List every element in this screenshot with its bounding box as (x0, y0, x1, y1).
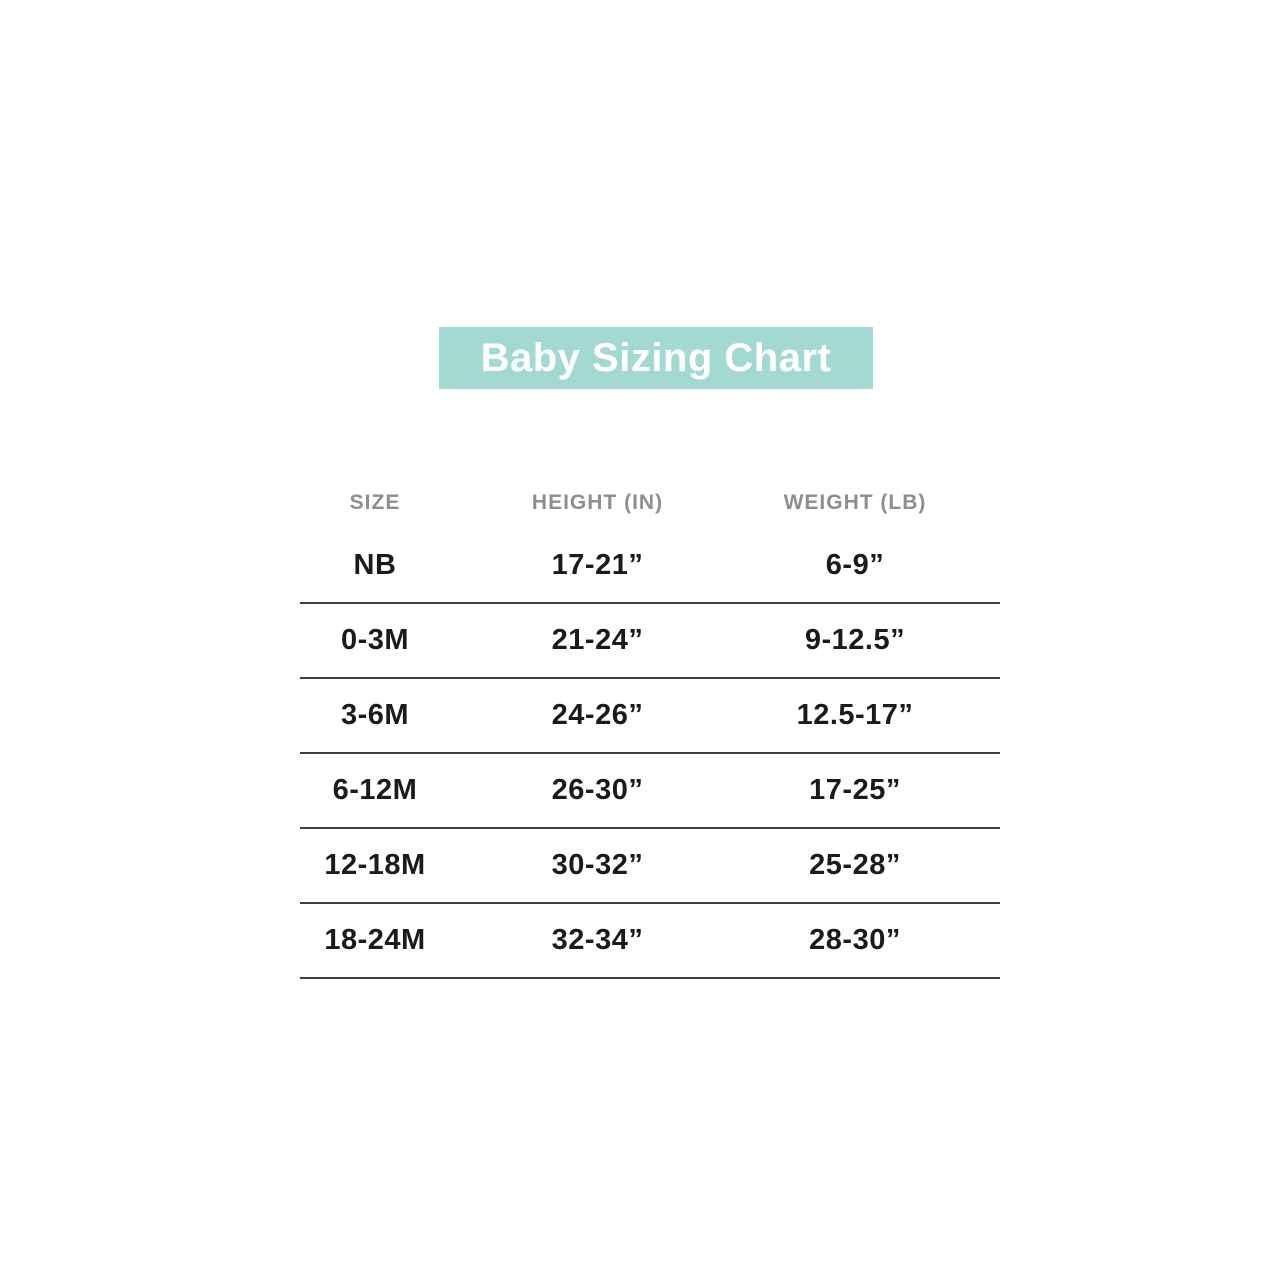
cell-size: NB (353, 549, 397, 581)
cell-size: 6-12M (332, 774, 418, 806)
cell-height: 32-34” (551, 924, 644, 956)
cell-height: 26-30” (551, 774, 644, 806)
column-header-height: HEIGHT (IN) (531, 491, 664, 514)
sizing-table (300, 477, 1000, 979)
cell-weight: 9-12.5” (804, 624, 906, 656)
table-row (300, 829, 1000, 904)
table-row (300, 754, 1000, 829)
cell-weight: 25-28” (809, 849, 901, 881)
table-row (300, 904, 1000, 979)
cell-size: 3-6M (340, 699, 410, 731)
cell-weight: 17-25” (809, 774, 901, 806)
chart-title-badge (439, 327, 873, 389)
table-row (300, 604, 1000, 679)
chart-title: Baby Sizing Chart (480, 335, 832, 380)
cell-height: 30-32” (551, 849, 644, 881)
cell-weight: 12.5-17” (796, 699, 914, 731)
cell-size: 18-24M (324, 924, 426, 956)
column-header-size: SIZE (349, 491, 401, 514)
cell-weight: 28-30” (809, 924, 901, 956)
table-row (300, 529, 1000, 604)
column-header-weight: WEIGHT (LB) (783, 491, 927, 514)
cell-size: 12-18M (324, 849, 426, 881)
table-header-row (300, 477, 1000, 529)
cell-height: 21-24” (551, 624, 644, 656)
cell-weight: 6-9” (825, 549, 885, 581)
cell-size: 0-3M (340, 624, 410, 656)
cell-height: 24-26” (551, 699, 644, 731)
cell-height: 17-21” (551, 549, 644, 581)
table-row (300, 679, 1000, 754)
